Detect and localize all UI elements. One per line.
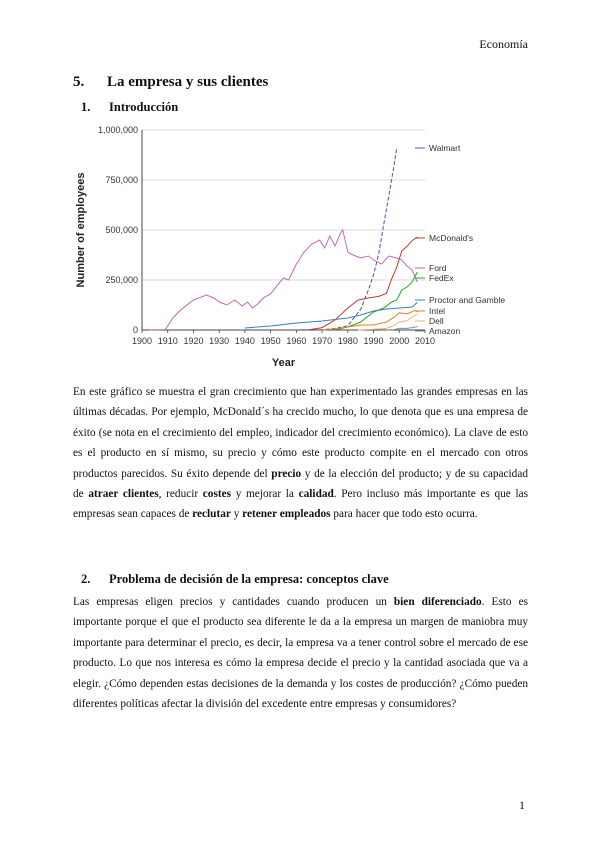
y-tick-label: 500,000 [105, 225, 138, 235]
page-number: 1 [519, 798, 525, 812]
x-tick-label: 1930 [209, 336, 230, 346]
bold-term: reclutar [192, 508, 231, 521]
text-run: Las empresas eligen precios y cantidades cuando producen un [73, 596, 394, 608]
series-label: Intel [429, 306, 446, 316]
series-label: Dell [429, 316, 444, 326]
subsection-heading-2 [81, 572, 389, 587]
text-run: y [230, 508, 243, 521]
section-title: La empresa y sus clientes [107, 74, 269, 90]
bold-term: calidad [298, 488, 334, 501]
series-line-walmart [302, 148, 397, 330]
x-tick-label: 1900 [131, 336, 153, 346]
text-run: . Esto es importante porque el que el producto sea diferente le da a la empresa un margen de maniobra muy importante para determinar el precio, es decir, la empresa va a tener control sobre el mercado de ese producto. Lo que nos interesa es cómo la empresa decide el precio y la cantidad asociada que va a elegir. ¿Cómo dependen estas decisiones de la demanda y los costes de producción? ¿Cómo pueden diferentes políticas afectar la división del excedente entre empresas y consumidores? [73, 596, 528, 711]
series-line-proctor-and-gamble [245, 302, 417, 328]
x-tick-label: 1940 [234, 336, 255, 346]
series-label: Proctor and Gamble [429, 295, 506, 305]
series-label: McDonald's [429, 233, 474, 243]
text-run: y de la elección del producto; y de su capacidad de [73, 467, 528, 501]
series-line-intel [322, 310, 417, 330]
series-label: Walmart [429, 143, 461, 153]
series-label: Ford [429, 263, 447, 273]
bold-term: precio [271, 467, 302, 480]
bold-term: atraer clientes [88, 488, 159, 501]
section-heading [73, 74, 268, 91]
x-tick-label: 1980 [337, 336, 358, 346]
series-line-mcdonald-s [309, 237, 417, 330]
subsection-title: Problema de decisión de la empresa: conceptos clave [109, 572, 389, 586]
y-tick-label: 750,000 [105, 175, 138, 185]
x-tick-label: 2010 [414, 336, 436, 346]
series-label: FedEx [429, 273, 454, 283]
x-tick-label: 1960 [286, 336, 307, 346]
running-header: Economía [479, 37, 528, 51]
section-number: 5. [73, 74, 85, 90]
bold-term: costes [202, 488, 232, 501]
employees-line-chart [70, 118, 520, 380]
text-run: para hacer que todo esto ocurra. [330, 508, 478, 521]
x-tick-label: 1950 [260, 336, 281, 346]
x-tick-label: 1970 [312, 336, 333, 346]
y-tick-label: 1,000,000 [97, 125, 138, 135]
text-run: . Pero incluso más importante es que las empresas sean capaces de [73, 488, 528, 521]
bold-term: bien diferenciado [393, 596, 482, 608]
bold-term: retener empleados [242, 508, 331, 521]
subsection-title: Introducción [109, 100, 179, 114]
paragraph-decision-problem [73, 592, 528, 714]
text-run: En este gráfico se muestra el gran crecimiento que han experimentado las grandes empresas en las últimas décadas. Por ejemplo, McDonald´s ha crecido mucho, lo que denota que es una empresa de éxito (se nota en el crecimiento del empleo, indicador del crecimiento económico). La clave de esto es el producto en sí mismo, su precio y cómo este producto compite en el mercado con otros productos parecidos. Su éxito depende del [73, 386, 528, 480]
y-tick-label: 250,000 [105, 275, 138, 285]
x-tick-label: 2000 [389, 336, 410, 346]
x-axis-title: Year [271, 357, 296, 369]
series-label: Amazon [429, 326, 461, 336]
text-run: y mejorar la [231, 488, 299, 501]
y-axis-title: Number of employees [75, 172, 87, 288]
y-tick-label: 0 [132, 325, 138, 335]
subsection-number: 1. [81, 100, 91, 114]
x-tick-label: 1990 [363, 336, 384, 346]
series-line-dell [358, 314, 417, 330]
text-run: , reducir [158, 488, 203, 501]
subsection-heading-1 [81, 100, 178, 115]
x-tick-label: 1920 [183, 336, 204, 346]
x-tick-label: 1910 [157, 336, 178, 346]
paragraph-intro [73, 382, 528, 525]
subsection-number: 2. [81, 572, 91, 586]
